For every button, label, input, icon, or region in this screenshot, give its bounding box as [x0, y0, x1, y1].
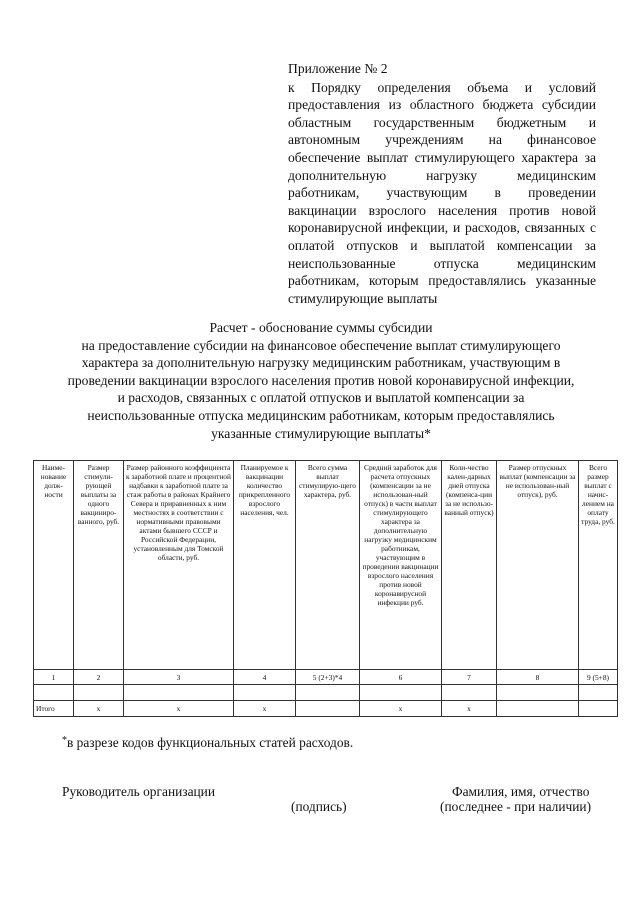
table-cell	[34, 685, 74, 701]
table-cell	[74, 685, 124, 701]
table-cell	[497, 685, 579, 701]
total-label: Итого	[34, 701, 74, 717]
column-header-total-payments: Всего сумма выплат стимулирую-щего характера, руб.	[296, 461, 360, 670]
table-cell: 2	[74, 670, 124, 685]
footnote-star: *	[62, 735, 67, 746]
table-cell	[579, 701, 618, 717]
column-header-payment-rate: Размер стимули-рующей выплаты за одного вакциниро-ванного, руб.	[74, 461, 124, 670]
table-cell: х	[360, 701, 442, 717]
table-cell: 7	[442, 670, 497, 685]
table-total-row	[34, 701, 618, 717]
full-name-label: Фамилия, имя, отчество	[452, 784, 590, 799]
signature-hint: (подпись)	[291, 799, 347, 814]
appendix-text: к Порядку определения объема и условий предоставления из областного бюджета субсидии областным государственным бюджетным и автономным учреждениям на финансовое обеспечение выплат стимулирующего характера за дополнительную нагрузку медицинским работникам, участвующим в проведении вакцинации взрослого населения против новой коронавирусной инфекции, и расходов, связанных с оплатой отпусков и выплатой компенсации за неиспользованные отпуска медицинским работникам, которым предоставлялись указанные стимулирующие выплаты	[288, 79, 596, 306]
signature-head-label: Руководитель организации	[62, 784, 216, 799]
table-cell: х	[442, 701, 497, 717]
table-cell	[442, 685, 497, 701]
table-cell: 9 (5+8)	[579, 670, 618, 685]
footnote	[62, 735, 353, 751]
table-cell	[360, 685, 442, 701]
table-cell: 6	[360, 670, 442, 685]
table-header-row	[34, 461, 618, 670]
column-header-planned-population: Планируемое к вакцинации количество прикрепленного взрослого населения, чел.	[234, 461, 296, 670]
table-cell: 5 (2+3)*4	[296, 670, 360, 685]
heading-line: характера за дополнительную нагрузку медицинским работникам, участвующим в	[81, 355, 561, 371]
table-cell: 3	[124, 670, 234, 685]
table-cell	[296, 701, 360, 717]
table-cell: 8	[497, 670, 579, 685]
column-header-grand-total: Всего размер выплат с начис-лением на оплату труда, руб.	[579, 461, 618, 670]
table-cell	[579, 685, 618, 701]
heading-line: неиспользованные отпуска медицинским работникам, которым предоставлялись	[87, 407, 555, 423]
table-cell: 4	[234, 670, 296, 685]
document-heading	[62, 319, 580, 442]
full-name-hint: (последнее - при наличии)	[440, 799, 592, 814]
heading-line: проведении вакцинации взрослого населения против новой коронавирусной инфекции,	[67, 372, 575, 388]
table-cell	[497, 701, 579, 717]
table-cell	[124, 685, 234, 701]
table-cell: х	[124, 701, 234, 717]
column-header-vacation-pay: Размер отпускных выплат (компенсации за не использован-ный отпуск), руб.	[497, 461, 579, 670]
heading-line: Расчет - обоснование суммы субсидии	[209, 320, 433, 335]
table-cell: 1	[34, 670, 74, 685]
heading-line: на предоставление субсидии на финансовое обеспечение выплат стимулирующего	[81, 337, 561, 353]
table-cell	[234, 685, 296, 701]
footnote-text: в разрезе кодов функциональных статей расходов.	[67, 735, 354, 750]
table-cell: х	[74, 701, 124, 717]
column-header-average-earnings: Средний заработок для расчета отпускных (компенсации за не использован-ный отпуск) в части выплат стимулирующего характера за дополнительную нагрузку медицинским работникам, участвующим в проведении вакцинации взрослого населения против новой коронавирусной инфекции руб.	[360, 461, 442, 670]
heading-line: и расходов, связанных с оплатой отпусков и выплатой компенсации за	[117, 390, 525, 406]
table-number-row	[34, 670, 618, 685]
column-header-position: Наиме-нование долж-ности	[34, 461, 74, 670]
calculation-table	[33, 460, 618, 717]
column-header-regional-coefficient: Размер районного коэффициента к заработной плате и процентной надбавки к заработной плате за стаж работы в районах Крайнего Севера и приравненных к ним местностях в соответствии с нормативными правовыми актами бывшего СССР и Российской Федерации, установленным для Томской области, руб.	[124, 461, 234, 670]
appendix-block	[288, 60, 596, 307]
table-cell	[296, 685, 360, 701]
column-header-vacation-days: Коли-чество кален-дарных дней отпуска (компенса-ции за не использо-ванный отпуск)	[442, 461, 497, 670]
table-cell: х	[234, 701, 296, 717]
heading-line: указанные стимулирующие выплаты*	[211, 425, 431, 441]
table-row	[34, 685, 618, 701]
appendix-title: Приложение № 2	[288, 61, 388, 76]
